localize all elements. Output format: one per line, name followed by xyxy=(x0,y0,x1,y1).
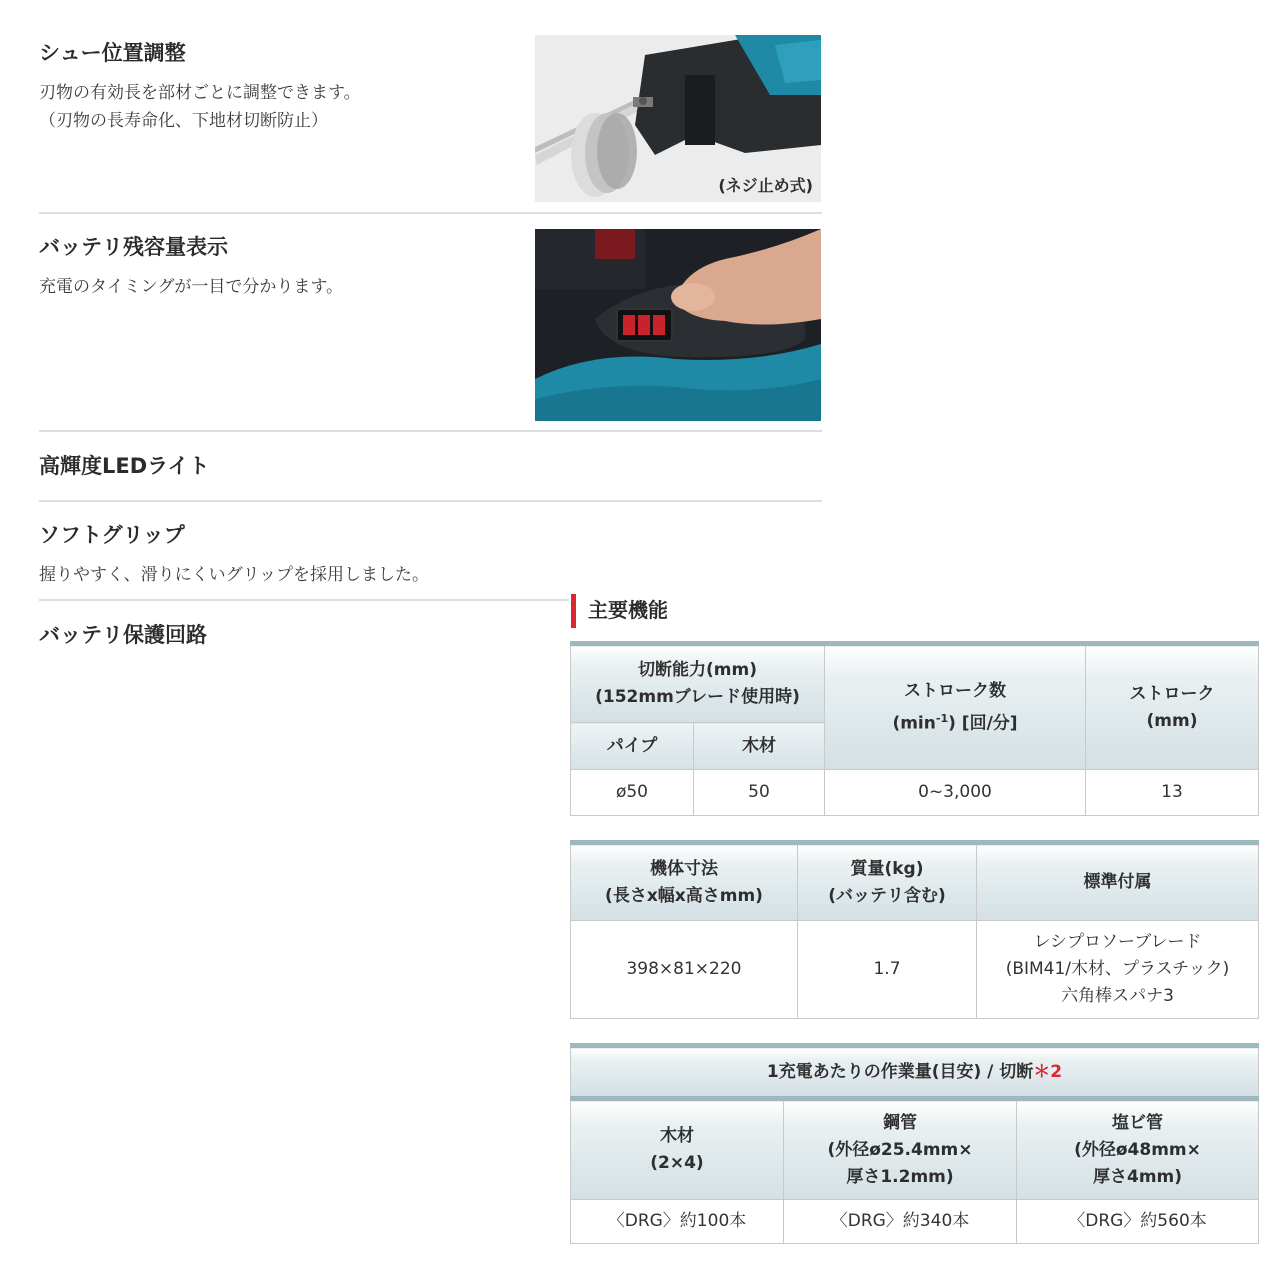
wood-header: 木材 xyxy=(694,723,825,770)
feature-title-soft-grip: ソフトグリップ xyxy=(39,523,185,547)
spec-table-dimensions xyxy=(570,840,1259,1019)
work-capacity-title: 1充電あたりの作業量(目安) / 切断＊2 xyxy=(571,1046,1259,1099)
wood-2x4-value: 〈DRG〉約100本 xyxy=(571,1200,784,1244)
divider xyxy=(39,212,822,214)
steel-pipe-value: 〈DRG〉約340本 xyxy=(784,1200,1017,1244)
pvc-pipe-header: 塩ビ管 (外径ø48mm× 厚さ4mm) xyxy=(1017,1099,1259,1200)
wood-value: 50 xyxy=(694,770,825,816)
stroke-length-header: ストローク (mm) xyxy=(1086,644,1259,770)
divider xyxy=(39,599,569,601)
shoe-adjust-caption: (ネジ止め式) xyxy=(716,173,815,196)
feature-desc-shoe-adjust: 刃物の有効長を部材ごとに調整できます。 （刃物の長寿命化、下地材切断防止） xyxy=(39,83,361,131)
accessories-header: 標準付属 xyxy=(977,843,1259,921)
strokes-per-min-value: 0~3,000 xyxy=(825,770,1086,816)
spec-table-work-capacity xyxy=(570,1043,1259,1244)
dimensions-value: 398×81×220 xyxy=(571,921,798,1019)
shoe-adjust-photo xyxy=(535,35,821,202)
pipe-header: パイプ xyxy=(571,723,694,770)
divider xyxy=(39,500,822,502)
pipe-value: ø50 xyxy=(571,770,694,816)
mass-value: 1.7 xyxy=(798,921,977,1019)
steel-pipe-header: 鋼管 (外径ø25.4mm× 厚さ1.2mm) xyxy=(784,1099,1017,1200)
mass-header: 質量(kg) (バッテリ含む) xyxy=(798,843,977,921)
dimensions-header: 機体寸法 (長さx幅x高さmm) xyxy=(571,843,798,921)
feature-desc-soft-grip: 握りやすく、滑りにくいグリップを採用しました。 xyxy=(39,565,429,585)
strokes-per-min-header: ストローク数 $(\min^{-1})$ [回/分] xyxy=(825,644,1086,770)
feature-title-led-light: 高輝度LEDライト xyxy=(39,454,210,478)
divider xyxy=(39,430,822,432)
stroke-length-value: 13 xyxy=(1086,770,1259,816)
pvc-pipe-value: 〈DRG〉約560本 xyxy=(1017,1200,1259,1244)
accessories-value: レシプロソーブレード (BIM41/木材、プラスチック) 六角棒スパナ3 xyxy=(977,921,1259,1019)
battery-indicator-photo xyxy=(535,229,821,421)
spec-heading-text: 主要機能 xyxy=(588,598,668,622)
spec-table-cutting xyxy=(570,641,1259,816)
cutting-capacity-header: 切断能力(mm) (152mmブレード使用時) xyxy=(571,644,825,723)
wood-2x4-header: 木材 (2×4) xyxy=(571,1099,784,1200)
feature-title-battery-indicator: バッテリ残容量表示 xyxy=(39,235,228,259)
feature-desc-battery-indicator: 充電のタイミングが一目で分かります。 xyxy=(39,277,343,297)
feature-title-shoe-adjust: シュー位置調整 xyxy=(39,41,186,65)
spec-heading xyxy=(571,594,668,628)
feature-title-battery-protection: バッテリ保護回路 xyxy=(39,623,207,647)
